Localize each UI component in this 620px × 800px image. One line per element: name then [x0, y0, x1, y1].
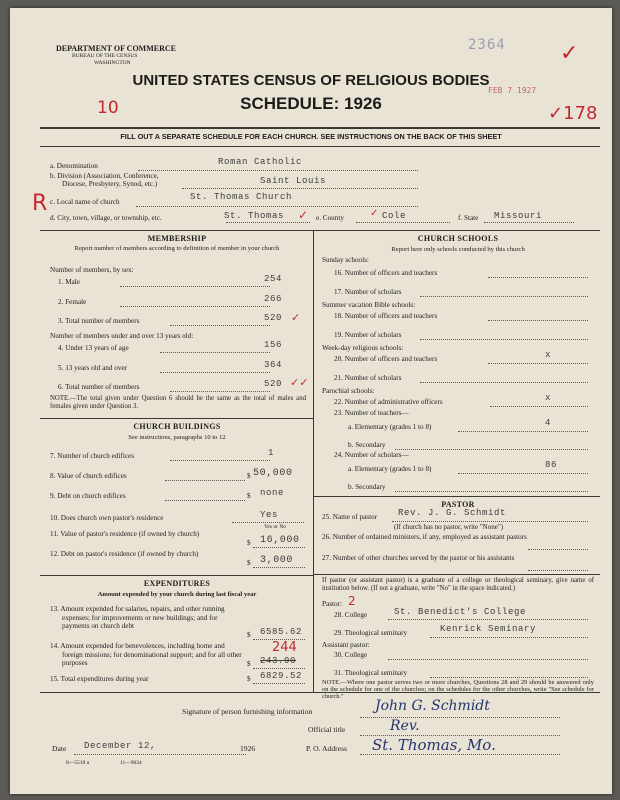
expense-row-14: 14. Amount expended for benevolences, including home and foreign missions; for denominational support; and for all other purposes [50, 642, 242, 668]
college-label: 28. College [334, 611, 368, 619]
buildings-bottom-rule [40, 575, 313, 576]
signature-label: Signature of person furnishing information [182, 707, 313, 716]
building-row-11-value: 16,000 [260, 535, 300, 546]
assistant-college-line [388, 659, 588, 660]
instructions-rule [40, 146, 600, 147]
assistant-pastors-label: 26. Number of ordained ministers, if any, employed as assistant pastors [322, 533, 527, 541]
building-row-7-value: 1 [268, 448, 275, 458]
county-label: e. County [316, 214, 344, 222]
expense-row-13: 13. Amount expended for salaries, repairs, and other running expenses; for improvements or new buildings; and for payments on church debt [50, 605, 225, 631]
member-row-6-value: 520 [264, 379, 283, 389]
school-row-23a-value: 4 [545, 418, 552, 428]
member-row-2-value: 266 [264, 294, 283, 304]
pastor-name-value: Rev. J. G. Schmidt [398, 508, 507, 518]
college-instruction: If pastor (or assistant pastor) is a graduate of a college or theological seminary, give name of institution below. (If not a graduate, write "No" in the space indicated.) [322, 577, 594, 592]
buildings-title: CHURCH BUILDINGS [133, 422, 221, 431]
form-code: 8—5518 a [66, 760, 90, 766]
school-row-22: 22. Number of administrative officers [334, 398, 443, 406]
bureau-name: BUREAU OF THE CENSUS [72, 53, 138, 59]
school-row-16: 16. Number of officers and teachers [334, 269, 438, 277]
member-row-1: 1. Male [58, 278, 80, 286]
church-name-label: c. Local name of church [50, 198, 120, 206]
census-schedule-sheet [10, 8, 612, 794]
sunday-schools-label: Sunday schools: [322, 256, 369, 264]
membership-bottom-rule [40, 418, 313, 419]
seminary-label: 29. Theological seminary [334, 629, 408, 637]
yes-or-no-caption: Yes or No [264, 524, 287, 530]
division-value: Saint Louis [260, 176, 327, 186]
denomination-label: a. Denomination [50, 162, 98, 170]
building-row-8: 8. Value of church edifices [50, 472, 127, 480]
address-label: P. O. Address [306, 744, 347, 753]
member-row-3: 3. Total number of members [58, 317, 140, 325]
county-value: Cole [382, 211, 407, 221]
building-row-9: 9. Debt on church edifices [50, 492, 126, 500]
dollar-sign-13: $ [247, 631, 251, 639]
school-row-18: 18. Number of officers and teachers [334, 312, 438, 320]
members-by-age-label: Number of members under and over 13 years old: [50, 332, 194, 340]
assistant-pastor-label: Assistant pastor: [322, 641, 370, 649]
address-line [360, 754, 560, 755]
address-value: St. Thomas, Mo. [372, 736, 496, 754]
building-row-9-value: none [260, 488, 285, 498]
pastor-mid-rule [313, 574, 600, 575]
member-row-3-leader [170, 325, 270, 326]
school-row-24a-value: 86 [545, 460, 558, 470]
school-row-21: 21. Number of scholars [334, 374, 402, 382]
school-row-20-leader [488, 363, 588, 364]
building-row-11-leader [253, 547, 305, 548]
college-value: St. Benedict's College [394, 607, 527, 617]
left-handwritten-number: 10 [97, 98, 119, 118]
right-handwritten-number: ✓178 [548, 103, 598, 124]
membership-title: MEMBERSHIP [147, 234, 207, 243]
date-line [74, 754, 246, 755]
member-row-4: 4. Under 13 years of age [58, 344, 129, 352]
top-rule [40, 127, 600, 129]
pastor-title: PASTOR [441, 500, 475, 509]
school-row-24a-leader [458, 473, 588, 474]
print-code: 11—9034 [120, 760, 142, 766]
member-row-1-leader [120, 286, 270, 287]
school-row-24a: a. Elementary (grades 1 to 8) [348, 465, 432, 473]
dollar-sign-12: $ [247, 559, 251, 567]
dollar-sign-9: $ [247, 492, 251, 500]
city-value: St. Thomas [224, 211, 285, 221]
expenditures-title: EXPENDITURES [143, 579, 211, 588]
expense-row-15-leader [253, 683, 305, 684]
date-value: December 12, [84, 741, 157, 751]
school-row-23a-leader [458, 431, 588, 432]
member-row-6-check: ✓✓ [290, 376, 309, 389]
pastor-mark: 2 [348, 594, 356, 608]
county-check: ✓ [370, 208, 379, 219]
date-label: Date [52, 744, 67, 753]
official-title-label: Official title [308, 725, 346, 734]
received-number-stamp: 2364 [468, 37, 506, 53]
dollar-sign-8: $ [247, 472, 251, 480]
pastor-name-line [392, 521, 588, 522]
building-row-10-leader [232, 522, 304, 523]
county-line [356, 222, 450, 223]
building-row-11: 11. Value of pastor's residence (if owned by church) [50, 530, 200, 538]
church-name-value: St. Thomas Church [190, 192, 293, 202]
margin-letter-r: R [32, 191, 48, 216]
expense-row-14-leader [253, 668, 305, 669]
form-title: UNITED STATES CENSUS OF RELIGIOUS BODIES [132, 72, 490, 89]
seminary-line [430, 637, 588, 638]
city-label: d. City, town, village, or township, etc. [50, 214, 162, 222]
parochial-schools-label: Parochial schools: [322, 387, 375, 395]
assistant-college-label: 30. College [334, 651, 368, 659]
member-row-2: 2. Female [58, 298, 87, 306]
state-label: f. State [458, 214, 479, 222]
division-label-2: Diocese, Presbytery, Synod, etc.) [62, 180, 158, 188]
school-row-17-leader [420, 296, 588, 297]
building-row-8-value: 50,000 [253, 468, 293, 479]
school-row-20-value: x [545, 350, 552, 360]
school-row-22-leader [490, 406, 588, 407]
department-name: DEPARTMENT OF COMMERCE [56, 44, 177, 53]
school-row-24: 24. Number of scholars— [334, 451, 409, 459]
city-check: ✓ [298, 208, 309, 222]
school-row-20: 20. Number of officers and teachers [334, 355, 438, 363]
expense-row-15-value: 6829.52 [260, 671, 303, 681]
member-row-1-value: 254 [264, 274, 283, 284]
school-row-17: 17. Number of scholars [334, 288, 402, 296]
schools-subtitle: Report here only schools conducted by this church [391, 246, 525, 253]
school-row-24b-leader [395, 491, 588, 492]
assistant-seminary-line [430, 677, 588, 678]
city-line [226, 222, 310, 223]
dollar-sign-14: $ [247, 660, 251, 668]
member-row-4-leader [160, 352, 270, 353]
member-row-5-leader [160, 372, 270, 373]
college-line [388, 619, 588, 620]
seminary-value: Kenrick Seminary [440, 624, 537, 634]
state-value: Missouri [494, 211, 543, 221]
division-label: b. Division (Association, Conference, [50, 172, 159, 180]
assistant-seminary-label: 31. Theological seminary [334, 669, 408, 677]
summer-schools-label: Summer vacation Bible schools: [322, 301, 416, 309]
assistant-pastors-line [528, 549, 588, 550]
check-mark-top: ✓ [560, 41, 579, 66]
member-row-3-check: ✓ [291, 311, 301, 324]
building-row-12: 12. Debt on pastor's residence (if owned by church) [50, 550, 199, 558]
member-row-6-leader [170, 391, 270, 392]
other-churches-line [528, 570, 588, 571]
member-row-2-leader [120, 306, 270, 307]
weekday-schools-label: Week-day religious schools: [322, 344, 404, 352]
schedule-title: SCHEDULE: 1926 [240, 94, 382, 113]
expense-row-15: 15. Total expenditures during year [50, 675, 149, 683]
school-row-23a: a. Elementary (grades 1 to 8) [348, 423, 432, 431]
bureau-city: WASHINGTON [94, 60, 131, 66]
church-name-line [136, 206, 418, 207]
pastor-name-label: 25. Name of pastor [322, 513, 378, 521]
received-date-stamp: FEB 7 1927 [488, 86, 537, 95]
school-row-22-value: x [545, 393, 552, 403]
school-row-23b-leader [395, 449, 588, 450]
membership-subtitle: Report number of members according to definition of member in your church [74, 245, 280, 252]
pastor-label: Pastor: [322, 600, 342, 608]
member-row-5: 5. 13 years old and over [58, 364, 128, 372]
building-row-12-value: 3,000 [260, 555, 294, 566]
pastor-note: NOTE.—Where one pastor serves two or more churches, Questions 28 and 29 should be answered only on the schedule for one of the churches; on the schedules for the other churches, write "See schedule for church." [322, 679, 594, 701]
schools-title: CHURCH SCHOOLS [417, 234, 499, 243]
denomination-value: Roman Catholic [218, 157, 303, 167]
school-row-19-leader [420, 339, 588, 340]
column-divider [313, 230, 314, 692]
dollar-sign-11: $ [247, 539, 251, 547]
member-row-6: 6. Total number of members [58, 383, 140, 391]
other-churches-label: 27. Number of other churches served by the pastor or his assistants [322, 554, 515, 562]
building-row-9-leader [165, 500, 245, 501]
school-row-23b: b. Secondary [348, 441, 386, 449]
date-year: 1926 [240, 744, 256, 753]
grid-top-rule [40, 230, 600, 231]
building-row-7-leader [170, 460, 270, 461]
buildings-subtitle: See instructions, paragraphs 10 to 12 [128, 434, 226, 441]
school-row-24b: b. Secondary [348, 483, 386, 491]
school-row-19: 19. Number of scholars [334, 331, 402, 339]
member-row-5-value: 364 [264, 360, 283, 370]
building-row-10-value: Yes [260, 510, 279, 520]
instructions-line: FILL OUT A SEPARATE SCHEDULE FOR EACH CHURCH. SEE INSTRUCTIONS ON THE BACK OF THIS SHEET [120, 132, 502, 141]
member-row-4-value: 156 [264, 340, 283, 350]
building-row-7: 7. Number of church edifices [50, 452, 135, 460]
pastor-name-note: (If church has no pastor, write "None") [394, 523, 504, 531]
expenditures-subtitle: Amount expended by your church during last fiscal year [97, 591, 257, 598]
state-line [484, 222, 574, 223]
division-line [182, 188, 418, 189]
member-row-3-value: 520 [264, 313, 283, 323]
school-row-21-leader [420, 382, 588, 383]
building-row-8-leader [165, 480, 245, 481]
school-row-18-leader [488, 320, 588, 321]
schools-bottom-rule [313, 496, 600, 497]
building-row-12-leader [253, 567, 305, 568]
expense-correction: 244 [272, 640, 297, 655]
school-row-23: 23. Number of teachers— [334, 409, 409, 417]
official-title-value: Rev. [390, 718, 420, 734]
expense-row-14-value: 243.90 [260, 656, 297, 666]
expense-row-13-value: 6585.62 [260, 627, 303, 637]
members-by-sex-label: Number of members, by sex: [50, 266, 134, 274]
building-row-10: 10. Does church own pastor's residence [50, 514, 164, 522]
denomination-line [138, 170, 418, 171]
signature-value: John G. Schmidt [375, 698, 490, 714]
membership-note: NOTE.—The total given under Question 6 should be the same as the total of males and females given under Question 3. [50, 395, 306, 410]
dollar-sign-15: $ [247, 675, 251, 683]
school-row-16-leader [488, 277, 588, 278]
